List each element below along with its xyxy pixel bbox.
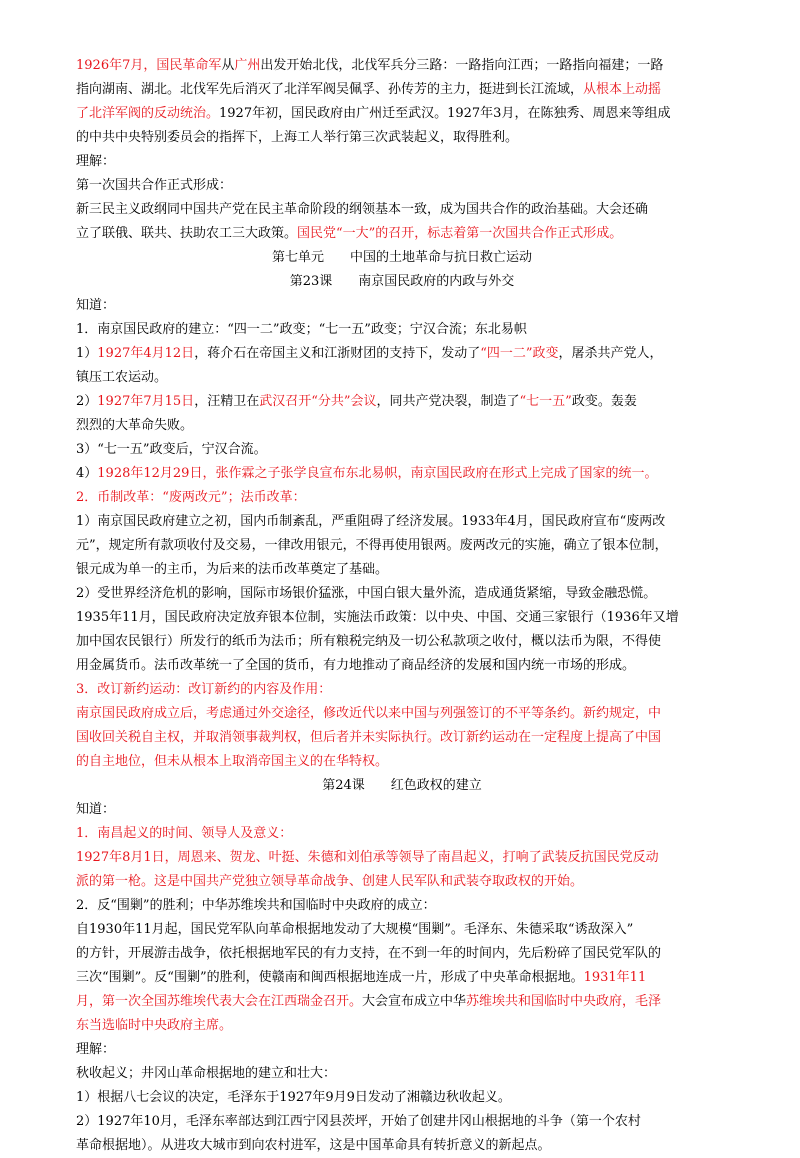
body-text: 1）南京国民政府建立之初，国内币制紊乱，严重阻碍了经济发展。1933年4月，国民政府宣布“废两改 (76, 514, 666, 529)
body-text: 2） (76, 394, 98, 409)
text-line (76, 630, 728, 654)
text-line (76, 606, 728, 630)
text-line (76, 846, 728, 870)
body-text: 第23课 南京国民政府的内政与外交 (289, 274, 515, 289)
body-text: 理解： (76, 154, 116, 169)
text-line (76, 438, 728, 462)
body-text: 第24课 红色政权的建立 (322, 778, 482, 793)
text-line (76, 78, 728, 102)
highlighted-text: 派的第一枪。这是中国共产党独立领导革命战争、创建人民军队和武装夺取政权的开始。 (76, 874, 584, 889)
text-line (76, 1062, 728, 1086)
body-text: 的方针，开展游击战争，依托根据地军民的有力支持，在不到一年的时间内，先后粉碎了国民党军队的 (76, 946, 662, 961)
body-text: 1935年11月，国民政府决定放弃银本位制，实施法币政策：以中央、中国、交通三家银行（1936年又增 (76, 610, 679, 625)
body-text: 2．反“围剿”的胜利；中华苏维埃共和国临时中央政府的成立： (76, 898, 436, 913)
text-line (76, 198, 728, 222)
highlighted-text: 国民党“一大”的召开，标志着第一次国共合作正式形成。 (297, 226, 623, 241)
body-text: 3）“七一五”政变后，宁汉合流。 (76, 442, 267, 457)
text-line (76, 150, 728, 174)
text-line (76, 750, 728, 774)
highlighted-text: 1931年11 (583, 970, 647, 985)
text-line (76, 174, 728, 198)
highlighted-text: 1927年4月12日 (97, 346, 195, 361)
text-line (76, 126, 728, 150)
body-text: 银元成为单一的主币，为后来的法币改革奠定了基础。 (76, 562, 389, 577)
body-text: 从 (221, 58, 235, 73)
text-line (76, 342, 728, 366)
body-text: 1） (76, 346, 98, 361)
text-line (76, 390, 728, 414)
body-text: 秋收起义；井冈山革命根据地的建立和壮大： (76, 1066, 337, 1081)
highlighted-text: 月，第一次全国苏维埃代表大会在江西瑞金召开。 (76, 994, 363, 1009)
body-text: 2）受世界经济危机的影响，国际市场银价猛涨，中国白银大量外流，造成通货紧缩，导致金融恐慌。 (76, 586, 657, 601)
highlighted-text: 1926年7月，国民革命军 (76, 58, 222, 73)
highlighted-text: 1927年8月1日，周恩来、贺龙、叶挺、朱德和刘伯承等领导了南昌起义，打响了武装反抗国民党反动 (76, 850, 659, 865)
body-text: ，蒋介石在帝国主义和江浙财团的支持下，发动了 (194, 346, 481, 361)
text-line (76, 990, 728, 1014)
body-text: 第七单元 中国的土地革命与抗日救亡运动 (271, 250, 532, 265)
text-line (76, 1014, 728, 1038)
highlighted-text: 南京国民政府成立后，考虑通过外交途径，修改近代以来中国与列强签订的不平等条约。新约规定，中 (76, 706, 662, 721)
body-text: 1927年初，国民政府由广州迁至武汉。1927年3月，在陈独秀、周恩来等组成 (219, 106, 671, 121)
text-line (76, 654, 728, 678)
highlighted-text: 1927年7月15日 (97, 394, 195, 409)
body-text: 的中共中央特别委员会的指挥下，上海工人举行第三次武装起义，取得胜利。 (76, 130, 519, 145)
body-text: 政变。轰轰 (571, 394, 637, 409)
section-heading (76, 774, 728, 798)
body-text: 自1930年11月起，国民党军队向革命根据地发动了大规模“围剿”。毛泽东、朱德采取“诱敌深入” (76, 922, 634, 937)
body-text: 三次“围剿”。反“围剿”的胜利，使赣南和闽西根据地连成一片，形成了中央革命根据地。 (76, 970, 584, 985)
body-text: 理解： (76, 1042, 116, 1057)
body-text: 元”，规定所有款项收付及交易，一律改用银元，不得再使用银两。废两改元的实施，确立了银本位制， (76, 538, 668, 553)
text-line (76, 462, 728, 486)
text-line (76, 870, 728, 894)
body-text: ，汪精卫在 (194, 394, 260, 409)
highlighted-text: 从根本上动摇 (583, 82, 662, 97)
text-line (76, 486, 728, 510)
text-line (76, 1110, 728, 1134)
document-body (76, 54, 728, 1158)
body-text: 用金属货币。法币改革统一了全国的货币，有力地推动了商品经济的发展和国内统一市场的形成。 (76, 658, 636, 673)
text-line (76, 798, 728, 822)
highlighted-text: 苏维埃共和国临时中央政府，毛泽 (466, 994, 662, 1009)
body-text: 新三民主义政纲同中国共产党在民主革命阶段的纲领基本一致，成为国共合作的政治基础。大会还确 (76, 202, 649, 217)
text-line (76, 1086, 728, 1110)
highlighted-text: “七一五” (519, 394, 572, 409)
highlighted-text: 1928年12月29日，张作霖之子张学良宣布东北易帜，南京国民政府在形式上完成了国家的统一。 (97, 466, 658, 481)
text-line (76, 510, 728, 534)
text-line (76, 366, 728, 390)
text-line (76, 222, 728, 246)
body-text: 指向湖南、湖北。北伐军先后消灭了北洋军阀吴佩孚、孙传芳的主力，挺进到长江流域， (76, 82, 584, 97)
highlighted-text: 武汉召开“分共”会议 (259, 394, 377, 409)
highlighted-text: 3．改订新约运动：改订新约的内容及作用： (76, 682, 332, 697)
body-text: 1．南京国民政府的建立：“四一二”政变；“七一五”政变；宁汉合流；东北易帜 (76, 322, 527, 337)
text-line (76, 702, 728, 726)
body-text: 2）1927年10月，毛泽东率部达到江西宁冈县茨坪，开始了创建井冈山根据地的斗争（第一个农村 (76, 1114, 641, 1129)
text-line (76, 678, 728, 702)
text-line (76, 534, 728, 558)
highlighted-text: 了北洋军阀的反动统治。 (76, 106, 220, 121)
text-line (76, 966, 728, 990)
highlighted-text: 1．南昌起义的时间、领导人及意义： (76, 826, 293, 841)
body-text: 第一次国共合作正式形成： (76, 178, 233, 193)
highlighted-text: 国收回关税自主权，并取消领事裁判权，但后者并未实际执行。改订新约运动在一定程度上提高了中国 (76, 730, 662, 745)
text-line (76, 1134, 728, 1158)
body-text: 烈烈的大革命失败。 (76, 418, 194, 433)
highlighted-text: 东当选临时中央政府主席。 (76, 1018, 233, 1033)
body-text: 知道： (76, 802, 116, 817)
body-text: ，屠杀共产党人， (558, 346, 663, 361)
text-line (76, 726, 728, 750)
text-line (76, 558, 728, 582)
body-text: 1）根据八七会议的决定，毛泽东于1927年9月9日发动了湘赣边秋收起义。 (76, 1090, 511, 1105)
text-line (76, 102, 728, 126)
highlighted-text: 的自主地位，但未从根本上取消帝国主义的在华特权。 (76, 754, 389, 769)
text-line (76, 318, 728, 342)
body-text: 加中国农民银行）所发行的纸币为法币；所有粮税完纳及一切公私款项之收付，概以法币为限，不得使 (76, 634, 662, 649)
highlighted-text: “四一二”政变 (480, 346, 559, 361)
text-line (76, 1038, 728, 1062)
text-line (76, 582, 728, 606)
text-line (76, 918, 728, 942)
body-text: 知道： (76, 298, 116, 313)
highlighted-text: 广州 (234, 58, 261, 73)
body-text: 大会宣布成立中华 (362, 994, 467, 1009)
text-line (76, 414, 728, 438)
highlighted-text: 2．币制改革：“废两改元”；法币改革： (76, 490, 306, 505)
body-text: 镇压工农运动。 (76, 370, 168, 385)
body-text: 出发开始北伐，北伐军兵分三路：一路指向江西；一路指向福建；一路 (260, 58, 664, 73)
section-heading (76, 246, 728, 270)
body-text: ，同共产党决裂，制造了 (376, 394, 520, 409)
text-line (76, 54, 728, 78)
text-line (76, 894, 728, 918)
body-text: 革命根据地）。从进攻大城市到向农村进军，这是中国革命具有转折意义的新起点。 (76, 1138, 551, 1153)
text-line (76, 942, 728, 966)
text-line (76, 294, 728, 318)
body-text: 立了联俄、联共、扶助农工三大政策。 (76, 226, 298, 241)
text-line (76, 822, 728, 846)
section-heading (76, 270, 728, 294)
body-text: 4） (76, 466, 98, 481)
